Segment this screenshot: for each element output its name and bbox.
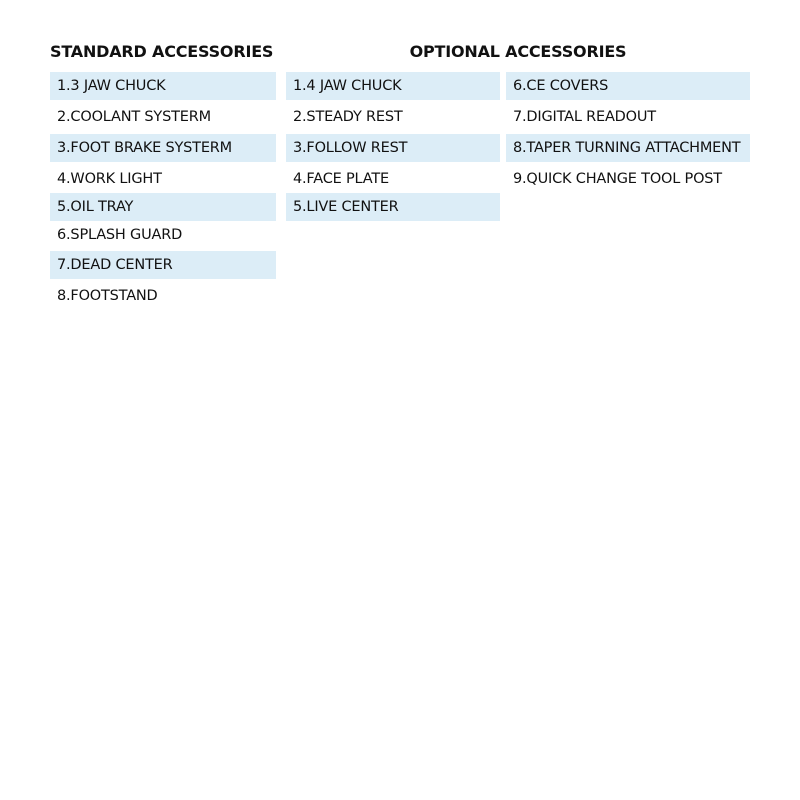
standard-item-7: 7.DEAD CENTER (50, 251, 276, 279)
standard-item-8: 8.FOOTSTAND (57, 288, 158, 304)
optional-accessories-list-2 (506, 72, 750, 193)
optional-item-3: 3.FOLLOW REST (286, 134, 500, 162)
optional-item-8: 8.TAPER TURNING ATTACHMENT (506, 134, 750, 162)
standard-item-4: 4.WORK LIGHT (57, 171, 162, 187)
optional-item-7: 7.DIGITAL READOUT (513, 109, 656, 125)
standard-item-1: 1.3 JAW CHUCK (50, 72, 276, 100)
optional-item-9: 9.QUICK CHANGE TOOL POST (513, 171, 722, 187)
optional-item-4: 4.FACE PLATE (293, 171, 389, 187)
standard-item-6: 6.SPLASH GUARD (57, 227, 183, 243)
optional-item-2: 2.STEADY REST (293, 109, 403, 125)
standard-accessories-heading: STANDARD ACCESSORIES (50, 42, 274, 61)
standard-item-5: 5.OIL TRAY (50, 193, 276, 221)
optional-item-6: 6.CE COVERS (506, 72, 750, 100)
optional-item-5: 5.LIVE CENTER (286, 193, 500, 221)
standard-item-2: 2.COOLANT SYSTERM (57, 109, 211, 125)
standard-item-3: 3.FOOT BRAKE SYSTERM (50, 134, 276, 162)
optional-item-1: 1.4 JAW CHUCK (286, 72, 500, 100)
optional-accessories-list-1 (286, 72, 500, 221)
optional-accessories-heading: OPTIONAL ACCESSORIES (409, 42, 627, 61)
standard-accessories-list (50, 72, 276, 310)
